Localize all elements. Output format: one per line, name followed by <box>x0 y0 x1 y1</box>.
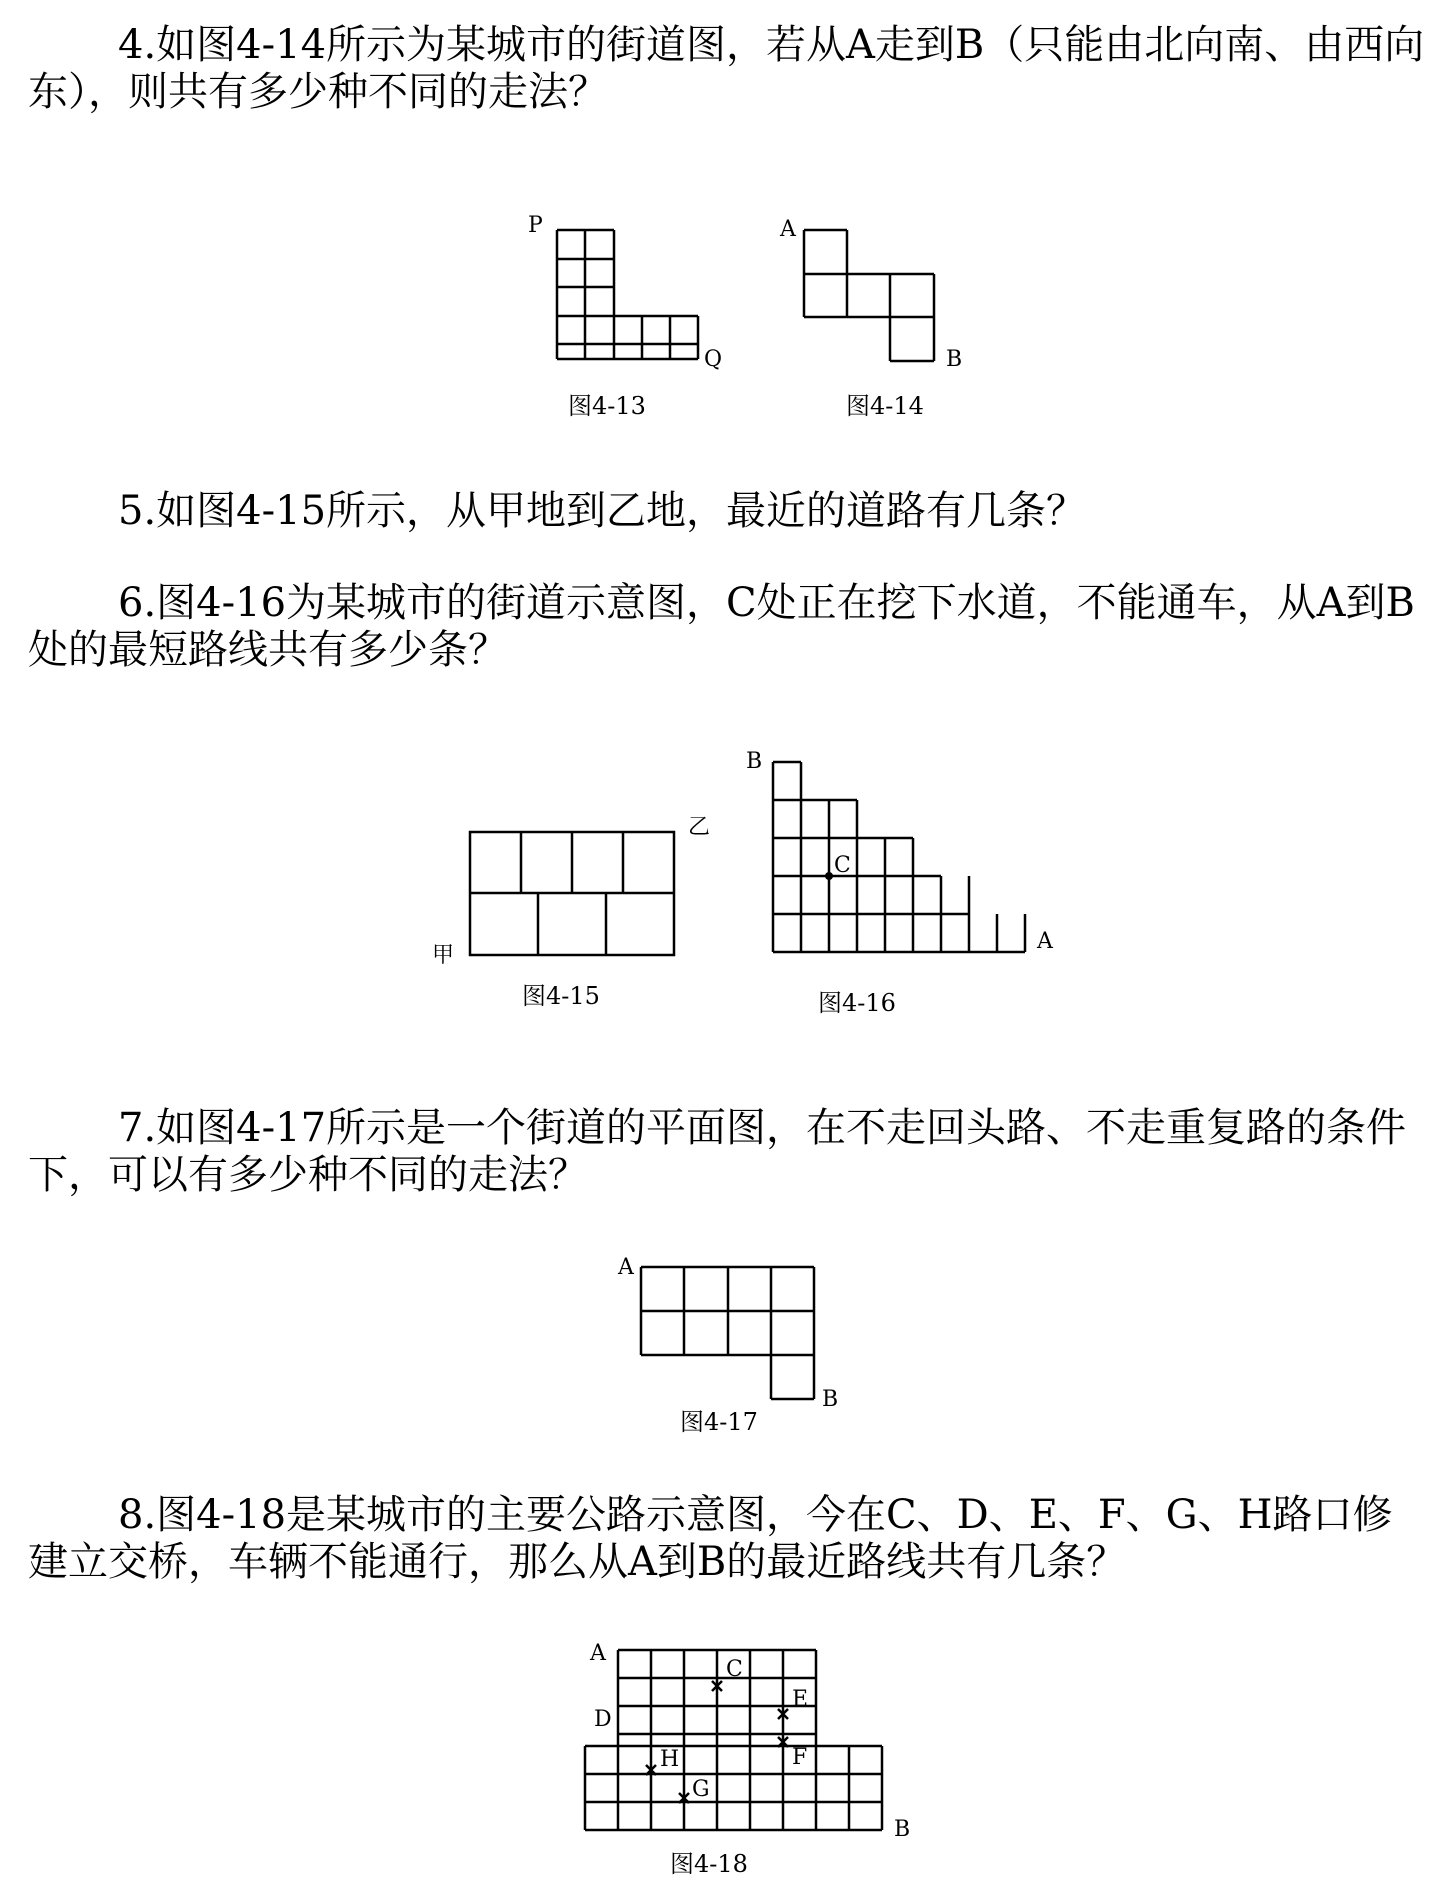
problem-5-text: 5.如图4-15所示，从甲地到乙地，最近的道路有几条？ <box>118 488 1087 534</box>
figure-4-18-caption: 图4-18 <box>670 1850 748 1878</box>
figure-4-18-label-c: C <box>726 1657 743 1682</box>
problem-8-text: 8.图4-18是某城市的主要公路示意图，今在C、D、E、F、G、H路口修建立交桥，车辆不能通行，那么从A到B的最近路线共有几条？ <box>28 1492 1393 1585</box>
figure-4-18-label-h: H <box>660 1747 680 1772</box>
figure-4-13-label-q: Q <box>704 347 723 372</box>
figure-4-18-label-g: G <box>692 1777 710 1802</box>
figure-4-15-label-start: 甲 <box>432 943 455 968</box>
figure-4-16-label-b: B <box>746 749 763 774</box>
figure-4-17-label-a: A <box>618 1255 634 1280</box>
figure-4-14-label-b: B <box>946 347 963 372</box>
figure-4-14-label-a: A <box>780 217 796 242</box>
figure-4-15-caption: 图4-15 <box>522 982 600 1010</box>
figure-4-18-label-b: B <box>894 1817 911 1842</box>
figure-4-16-caption: 图4-16 <box>818 989 896 1017</box>
problem-6-text: 6.图4-16为某城市的街道示意图，C处正在挖下水道，不能通车，从A到B处的最短路线共有多少条？ <box>28 580 1415 673</box>
figure-4-18-label-a: A <box>590 1641 606 1666</box>
figure-4-15-label-end: 乙 <box>688 815 711 840</box>
figure-4-18-label-e: E <box>792 1687 809 1712</box>
figure-4-16-label-a: A <box>1037 929 1053 954</box>
figure-4-16-label-c: C <box>834 853 851 878</box>
problem-4-text: 4.如图4-14所示为某城市的街道图，若从A走到B（只能由北向南、由西向东），则共有多少种不同的走法？ <box>28 22 1425 115</box>
figure-4-17-caption: 图4-17 <box>680 1408 758 1436</box>
problem-7-text: 7.如图4-17所示是一个街道的平面图，在不走回头路、不走重复路的条件下，可以有多少种不同的走法？ <box>28 1105 1407 1198</box>
figure-4-14-caption: 图4-14 <box>846 392 924 420</box>
figure-4-18-label-f: F <box>792 1745 808 1770</box>
figure-4-13-caption: 图4-13 <box>568 392 646 420</box>
figure-4-17-label-b: B <box>822 1387 839 1412</box>
figure-4-18-label-d: D <box>594 1707 612 1732</box>
figure-4-13-label-p: P <box>528 213 543 238</box>
